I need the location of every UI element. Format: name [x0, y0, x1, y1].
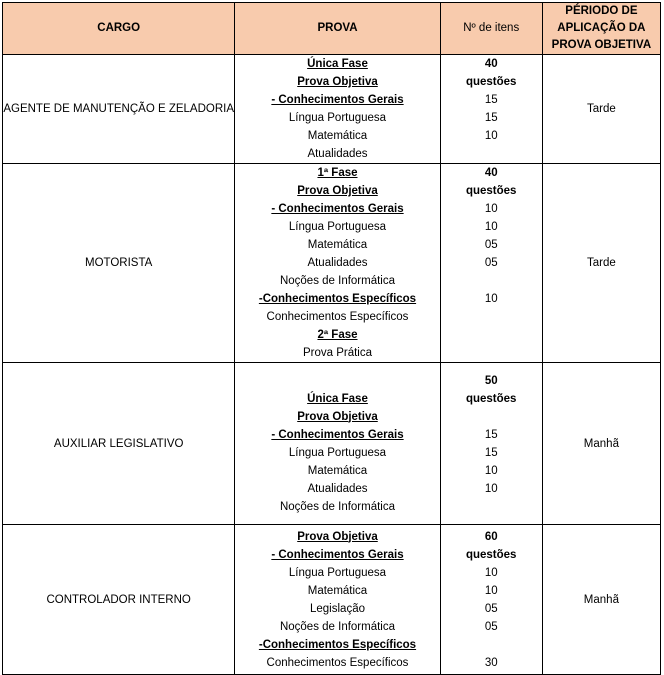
prova-line: Prova Objetiva	[297, 410, 378, 423]
prova-line: Prova Objetiva	[297, 76, 378, 88]
itens-line: 15	[484, 446, 498, 459]
itens-line: 15	[484, 112, 498, 124]
prova-line: Noções de Informática	[279, 500, 396, 513]
prova-cell	[235, 55, 440, 164]
prova-line: - Conhecimentos Gerais	[271, 203, 404, 215]
itens-cell	[440, 363, 542, 525]
prova-line: -Conhecimentos Específicos	[258, 638, 417, 651]
itens-line: 30	[484, 656, 498, 669]
itens-line: 05	[484, 239, 498, 251]
itens-line	[441, 636, 542, 654]
itens-line: 40	[484, 167, 498, 179]
itens-line: 10	[484, 482, 498, 495]
itens-line: 10	[484, 464, 498, 477]
prova-line: Conhecimentos Específicos	[266, 656, 409, 669]
header-periodo-line: APLICAÇÃO DA	[557, 22, 646, 34]
prova-line: Matemática	[307, 464, 368, 477]
itens-line	[441, 272, 542, 290]
itens-line: 50	[484, 374, 498, 387]
itens-cell	[440, 55, 542, 164]
prova-line: Atualidades	[307, 148, 368, 160]
itens-line: 10	[484, 584, 498, 597]
prova-line: - Conhecimentos Gerais	[271, 548, 404, 561]
itens-line: 10	[484, 130, 498, 142]
prova-line: 1ª Fase	[317, 167, 358, 179]
cargo-cell: CONTROLADOR INTERNO	[3, 525, 235, 675]
prova-line: Matemática	[307, 584, 368, 597]
itens-line	[441, 145, 542, 163]
prova-line: -Conhecimentos Específicos	[258, 293, 417, 305]
header-periodo	[542, 3, 660, 55]
prova-line	[235, 372, 439, 390]
table-row	[3, 525, 661, 675]
prova-line: Língua Portuguesa	[288, 112, 387, 124]
cargo-cell: AGENTE DE MANUTENÇÃO E ZELADORIA	[3, 55, 235, 164]
prova-line: Única Fase	[307, 58, 368, 70]
itens-line: questões	[465, 76, 517, 88]
itens-line	[441, 498, 542, 516]
prova-line: 2ª Fase	[317, 329, 358, 341]
itens-line: 60	[484, 530, 498, 543]
prova-cell	[235, 525, 440, 675]
itens-line: 10	[484, 566, 498, 579]
cargo-cell: AUXILIAR LEGISLATIVO	[3, 363, 235, 525]
table-row	[3, 363, 661, 525]
itens-line	[441, 326, 542, 344]
prova-line: Legislação	[310, 602, 365, 615]
itens-line	[441, 344, 542, 362]
itens-line: questões	[465, 392, 517, 405]
itens-line: 15	[484, 94, 498, 106]
itens-cell	[440, 164, 542, 363]
prova-line: Atualidades	[307, 257, 368, 269]
prova-line: Língua Portuguesa	[288, 221, 387, 233]
itens-cell	[440, 525, 542, 675]
cargo-cell: MOTORISTA	[3, 164, 235, 363]
header-periodo-line: PÉRIODO DE	[565, 5, 638, 17]
prova-line: - Conhecimentos Gerais	[271, 94, 404, 106]
periodo-cell: Tarde	[542, 164, 660, 363]
prova-line: Noções de Informática	[279, 275, 396, 287]
header-cargo: CARGO	[3, 3, 235, 55]
prova-cell	[235, 164, 440, 363]
header-prova: PROVA	[235, 3, 440, 55]
periodo-cell: Manhã	[542, 363, 660, 525]
itens-line: 05	[484, 602, 498, 615]
header-row	[3, 3, 661, 55]
prova-line: Matemática	[307, 239, 368, 251]
itens-line: questões	[465, 548, 517, 561]
prova-line: Única Fase	[307, 392, 368, 405]
itens-line: 10	[484, 203, 498, 215]
itens-line: 10	[484, 293, 498, 305]
periodo-cell: Manhã	[542, 525, 660, 675]
itens-line: 15	[484, 428, 498, 441]
itens-line	[441, 408, 542, 426]
itens-line: 05	[484, 257, 498, 269]
header-periodo-line: PROVA OBJETIVA	[551, 39, 652, 51]
header-itens: Nº de itens	[440, 3, 542, 55]
prova-line: Prova Objetiva	[297, 530, 378, 543]
table-row	[3, 164, 661, 363]
prova-line: Matemática	[307, 130, 368, 142]
itens-line: 10	[484, 221, 498, 233]
itens-line	[441, 308, 542, 326]
prova-line: Noções de Informática	[279, 620, 396, 633]
itens-line: 05	[484, 620, 498, 633]
prova-line: Língua Portuguesa	[288, 446, 387, 459]
itens-line: 40	[484, 58, 498, 70]
itens-line: questões	[465, 185, 517, 197]
prova-cell	[235, 363, 440, 525]
prova-line: Atualidades	[307, 482, 368, 495]
exam-table	[2, 2, 661, 675]
prova-line: - Conhecimentos Gerais	[271, 428, 404, 441]
prova-line: Prova Objetiva	[297, 185, 378, 197]
prova-line: Prova Prática	[302, 347, 372, 359]
periodo-cell: Tarde	[542, 55, 660, 164]
prova-line: Conhecimentos Específicos	[266, 311, 409, 323]
prova-line: Língua Portuguesa	[288, 566, 387, 579]
table-row	[3, 55, 661, 164]
